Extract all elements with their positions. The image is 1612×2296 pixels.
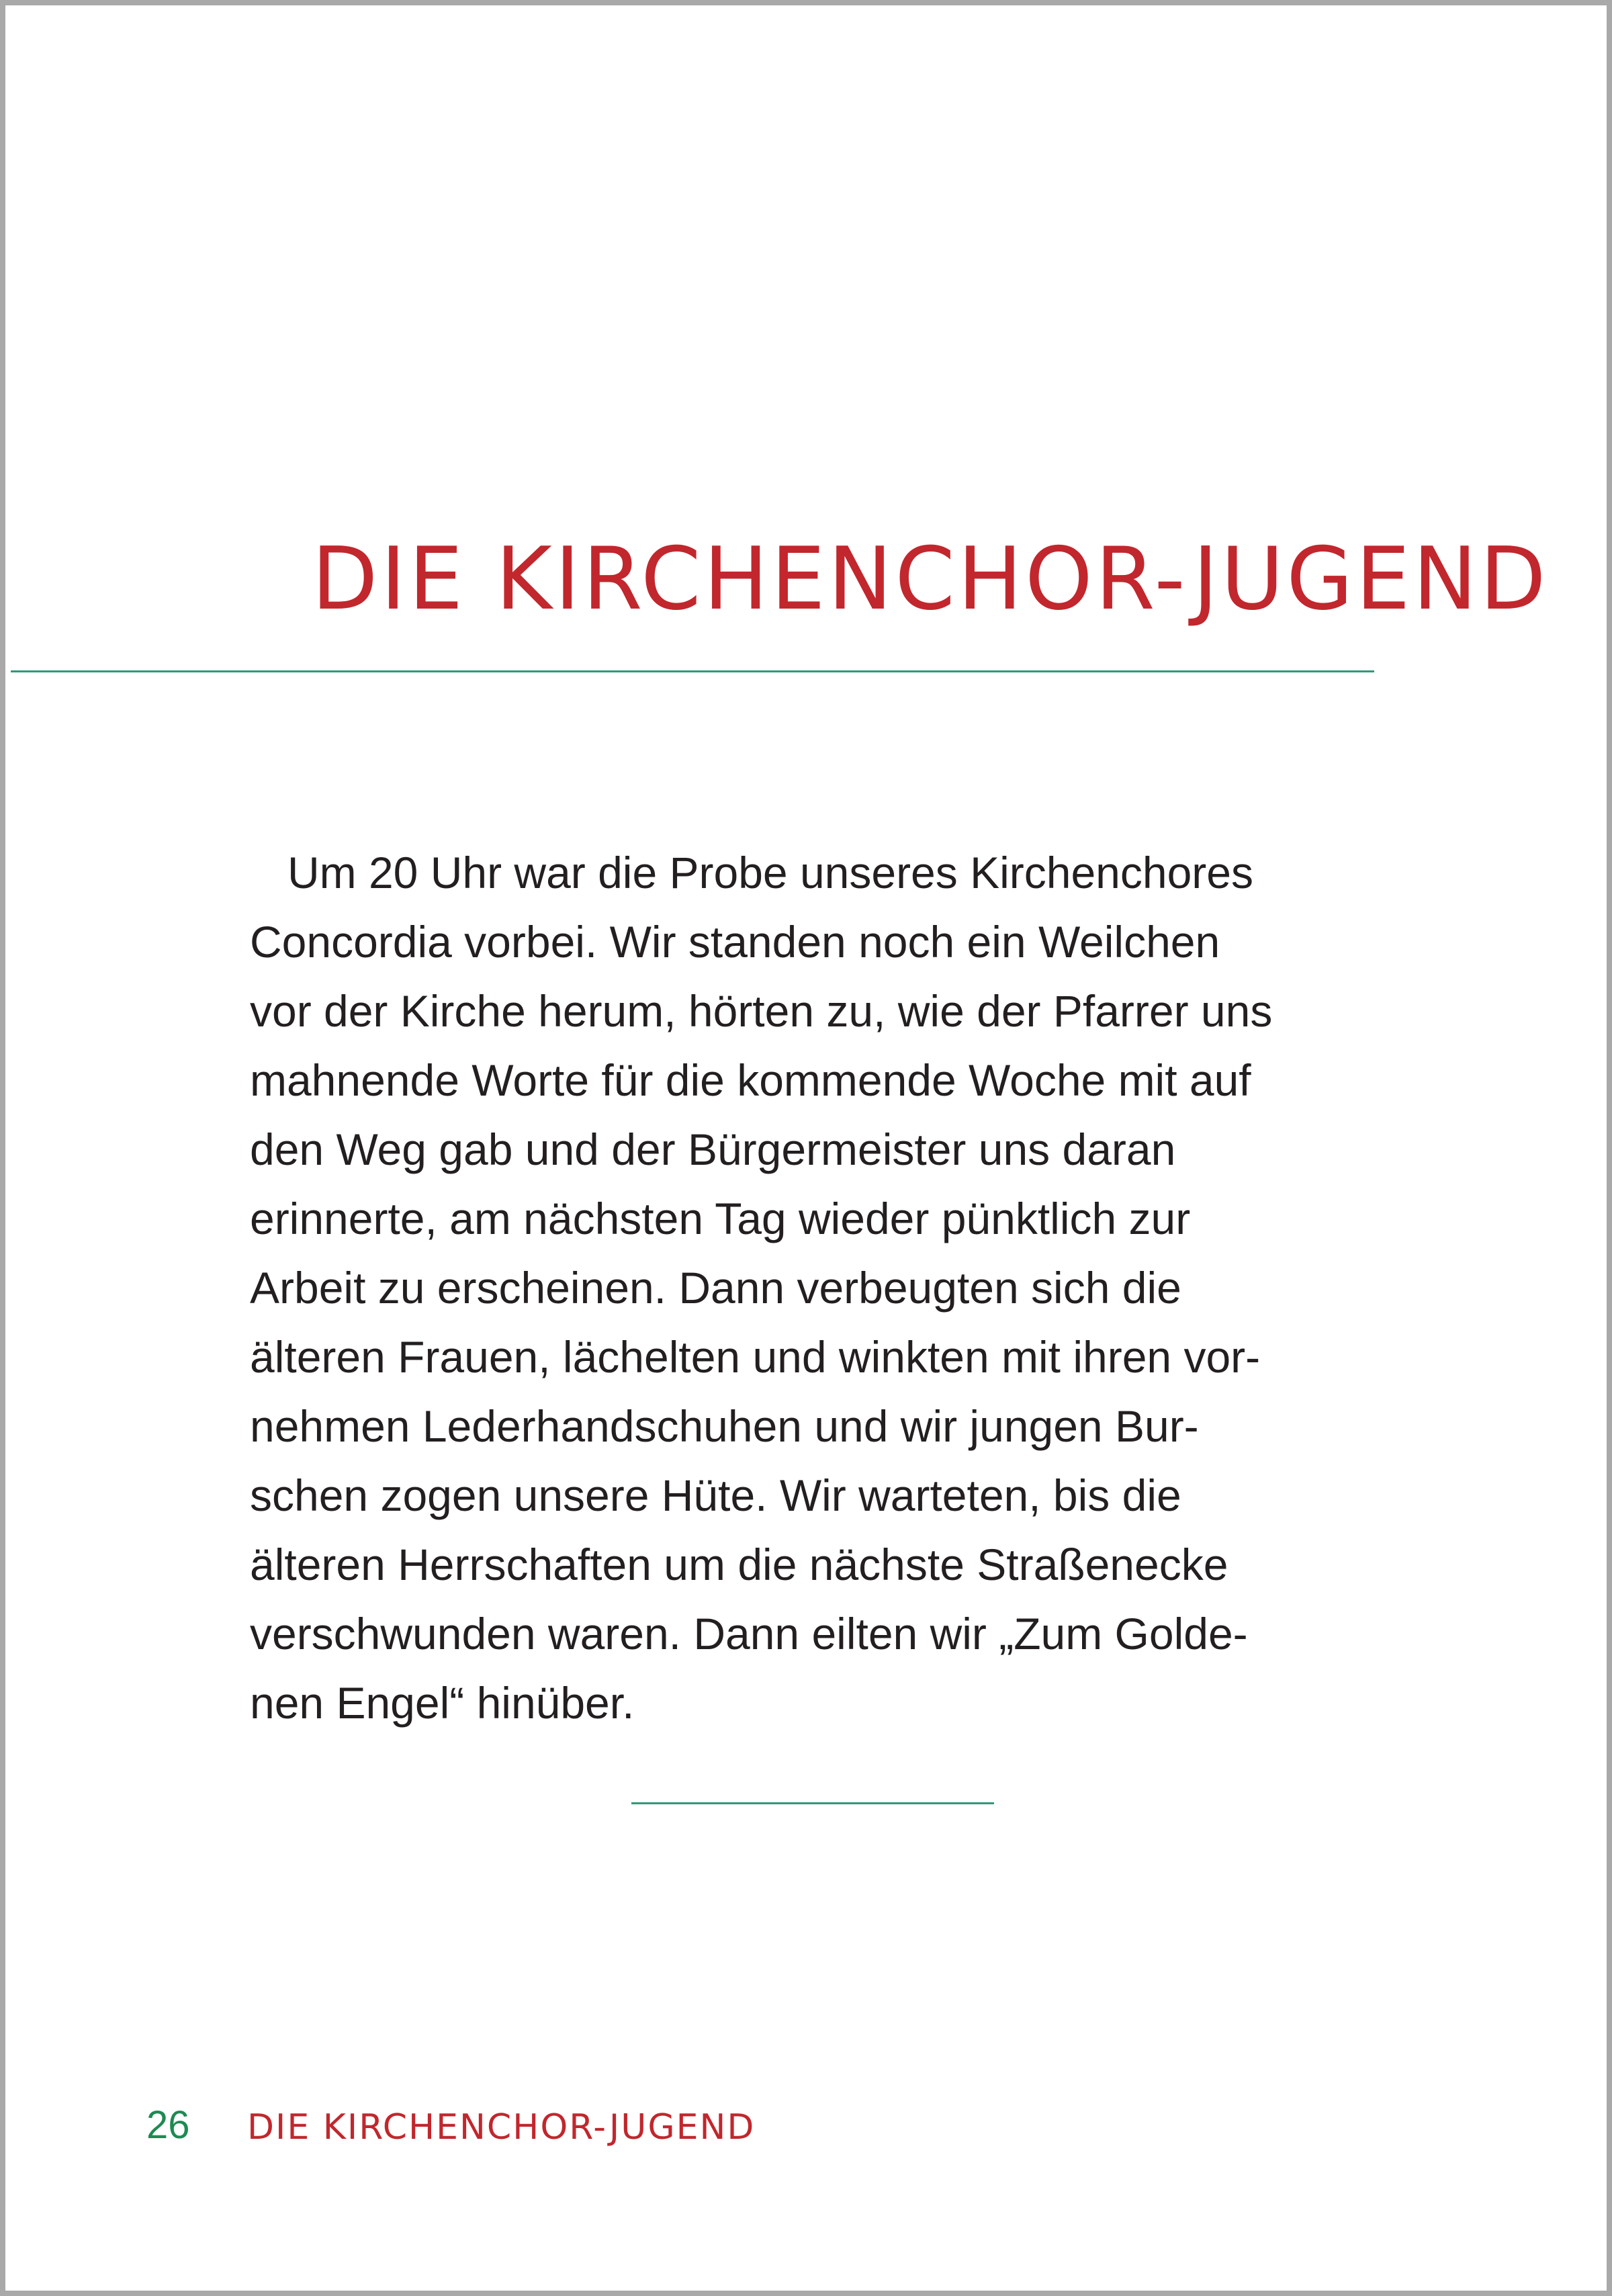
text-line: den Weg gab und der Bürgermeister uns daran	[250, 1124, 1176, 1174]
text-line: älteren Herrschaften um die nächste Straßenecke	[250, 1540, 1228, 1589]
text-line: schen zogen unsere Hüte. Wir warteten, bis die	[250, 1470, 1181, 1520]
text-line: mahnende Worte für die kommende Woche mit auf	[250, 1055, 1251, 1105]
text-line: erinnerte, am nächsten Tag wieder pünktlich zur	[250, 1194, 1191, 1243]
text-line: Um 20 Uhr war die Probe unseres Kirchenchores	[287, 848, 1253, 897]
body-paragraph	[250, 838, 1392, 1738]
text-line: älteren Frauen, lächelten und winkten mit ihren vor-	[250, 1332, 1261, 1382]
text-line: Arbeit zu erscheinen. Dann verbeugten sich die	[250, 1263, 1181, 1313]
text-line: vor der Kirche herum, hörten zu, wie der Pfarrer uns	[250, 986, 1273, 1036]
text-line: verschwunden waren. Dann eilten wir „Zum Golde-	[250, 1609, 1248, 1659]
text-line: nen Engel“ hinüber.	[250, 1678, 635, 1728]
section-end-divider	[631, 1802, 994, 1804]
chapter-title: DIE KIRCHENCHOR-JUGEND	[312, 529, 1549, 629]
running-footer-title: DIE KIRCHENCHOR-JUGEND	[247, 2107, 756, 2148]
text-line: nehmen Lederhandschuhen und wir jungen Bur-	[250, 1401, 1199, 1451]
title-divider	[11, 670, 1374, 672]
text-line: Concordia vorbei. Wir standen noch ein Weilchen	[250, 917, 1220, 967]
page-number: 26	[146, 2103, 190, 2147]
